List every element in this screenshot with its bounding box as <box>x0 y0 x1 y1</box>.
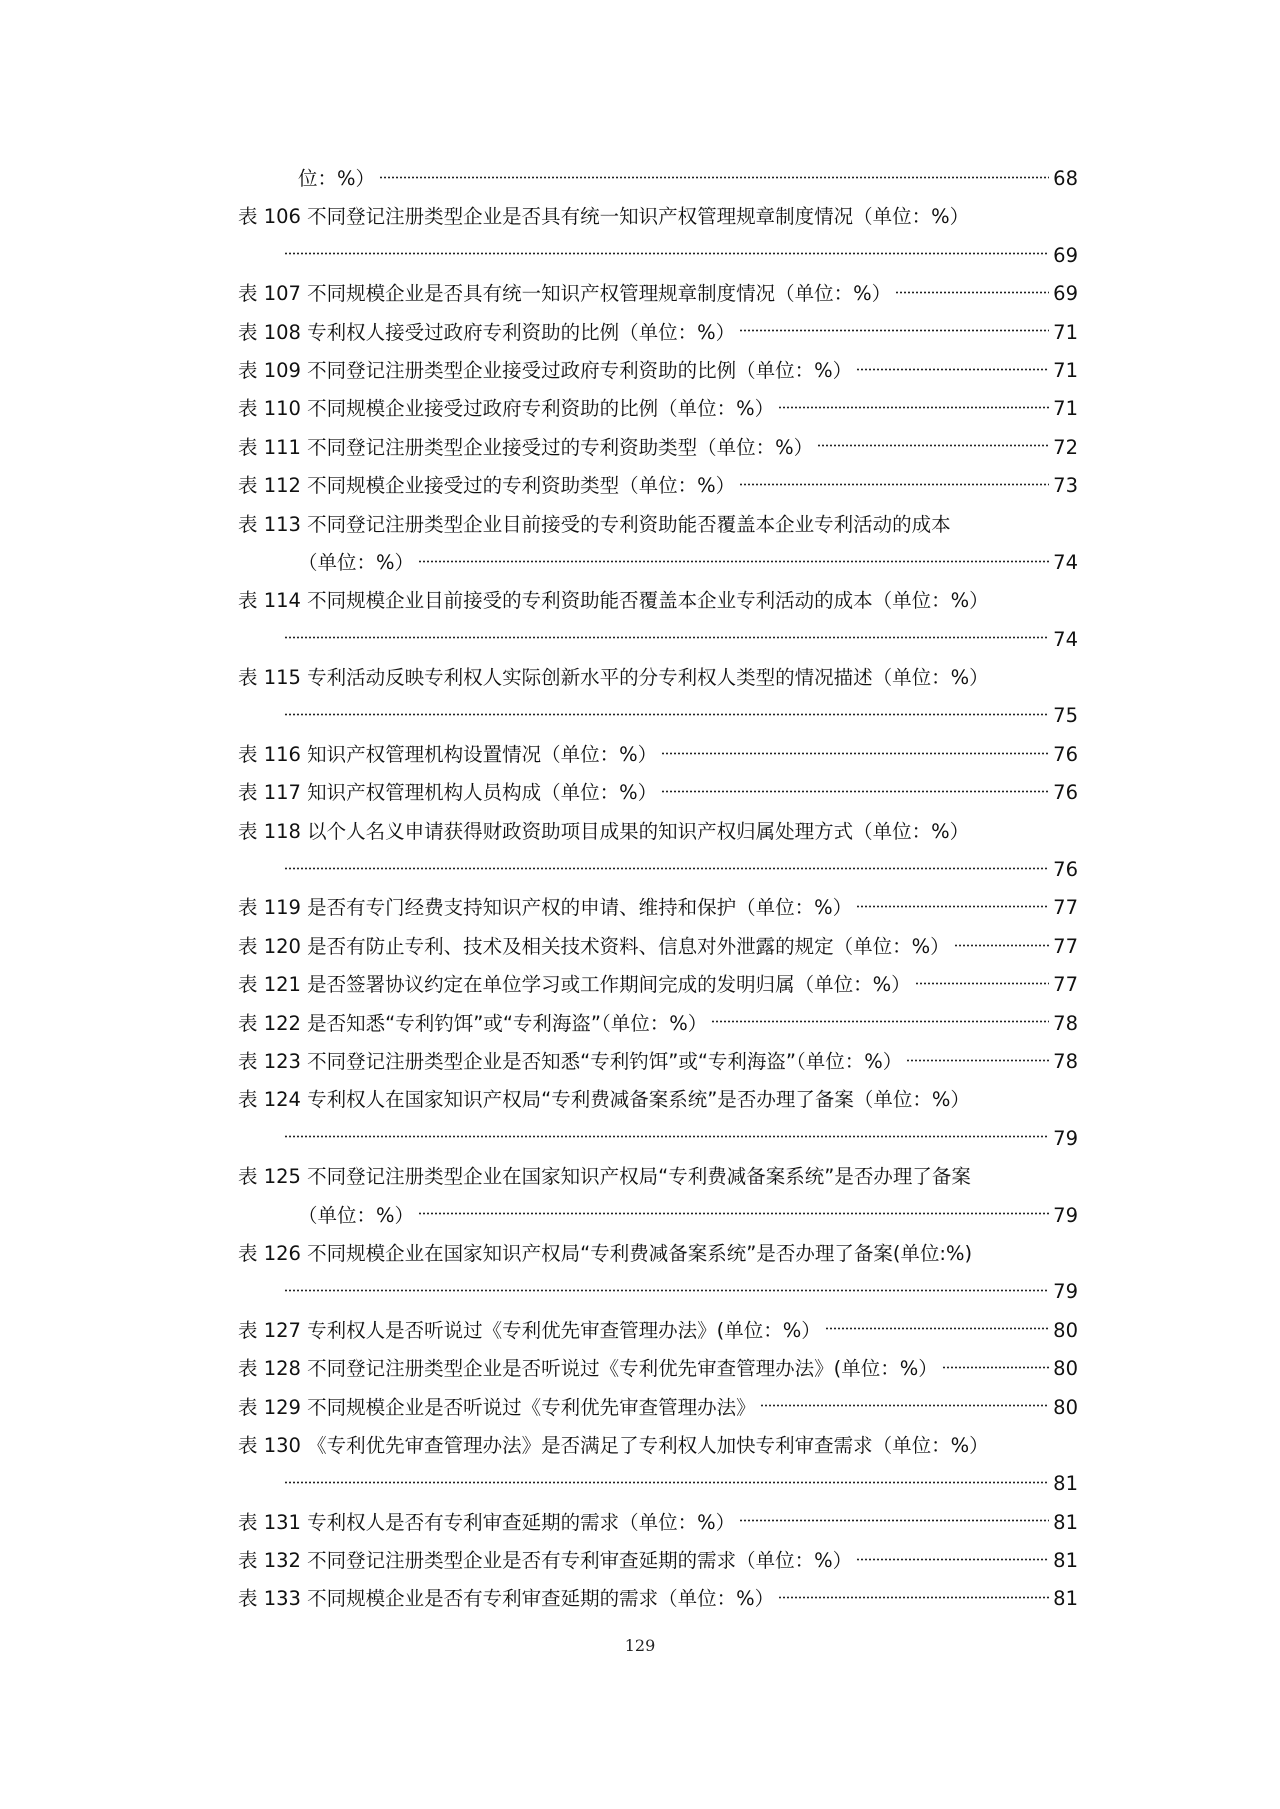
dot-leader <box>418 1212 1049 1215</box>
dot-leader <box>739 329 1049 332</box>
toc-entry-page: 78 <box>1053 1049 1078 1073</box>
toc-entry-title: 表 133 不同规模企业是否有专利审查延期的需求（单位：%） <box>238 1587 775 1611</box>
toc-entry-page: 77 <box>1053 896 1078 920</box>
toc-entry-title: 表 110 不同规模企业接受过政府专利资助的比例（单位：%） <box>238 397 775 421</box>
toc-entry <box>238 736 1078 774</box>
toc-entry <box>238 390 1078 428</box>
dot-leader <box>954 944 1050 947</box>
toc-entry-title: 表 121 是否签署协议约定在单位学习或工作期间完成的发明归属（单位：%） <box>238 973 911 997</box>
toc-entry-title: 表 119 是否有专门经费支持知识产权的申请、维持和保护（单位：%） <box>238 896 853 920</box>
toc-entry <box>238 1043 1078 1081</box>
dot-leader <box>778 406 1049 409</box>
toc-entry-title: 表 129 不同规模企业是否听说过《专利优先审查管理办法》 <box>238 1395 756 1419</box>
toc-entry-title: 表 131 专利权人是否有专利审查延期的需求（单位：%） <box>238 1510 736 1534</box>
toc-entry <box>238 851 1078 889</box>
toc-entry <box>238 275 1078 313</box>
dot-leader <box>379 176 1049 179</box>
toc-entry-title: 表 112 不同规模企业接受过的专利资助类型（单位：%） <box>238 474 736 498</box>
toc-entry <box>238 621 1078 659</box>
toc-entry-page: 71 <box>1053 397 1078 421</box>
toc-entry <box>238 1542 1078 1580</box>
toc-entry-page: 77 <box>1053 934 1078 958</box>
table-of-contents <box>238 160 1078 1619</box>
toc-entry-page: 72 <box>1053 435 1078 459</box>
toc-entry-title: 表 115 专利活动反映专利权人实际创新水平的分专利权人类型的情况描述（单位：%） <box>238 666 989 690</box>
dot-leader <box>711 1020 1049 1023</box>
toc-entry-title: 表 123 不同登记注册类型企业是否知悉“专利钓饵”或“专利海盗”（单位：%） <box>238 1049 903 1073</box>
toc-entry-title: 表 106 不同登记注册类型企业是否具有统一知识产权管理规章制度情况（单位：%） <box>238 205 970 229</box>
toc-entry-page: 68 <box>1053 167 1078 190</box>
dot-leader <box>284 252 1049 255</box>
toc-entry-title: 表 126 不同规模企业在国家知识产权局“专利费减备案系统”是否办理了备案(单位:%) <box>238 1241 973 1265</box>
toc-entry-page: 80 <box>1053 1318 1078 1342</box>
dot-leader <box>284 1481 1049 1484</box>
toc-entry-title: 表 111 不同登记注册类型企业接受过的专利资助类型（单位：%） <box>238 435 814 459</box>
toc-entry-page: 81 <box>1053 1549 1078 1573</box>
toc-entry <box>238 1312 1078 1350</box>
toc-entry-page: 76 <box>1053 781 1078 805</box>
toc-entry-page: 74 <box>1053 627 1078 651</box>
toc-entry <box>238 544 1078 582</box>
toc-entry <box>238 314 1078 352</box>
dot-leader <box>661 790 1049 793</box>
toc-entry <box>238 1273 1078 1311</box>
toc-entry-title: 表 132 不同登记注册类型企业是否有专利审查延期的需求（单位：%） <box>238 1549 853 1573</box>
toc-entry-page: 75 <box>1053 704 1078 728</box>
toc-entry <box>238 429 1078 467</box>
toc-entry-page: 76 <box>1053 858 1078 882</box>
dot-leader <box>418 560 1049 563</box>
toc-entry-page: 73 <box>1053 474 1078 498</box>
toc-entry-title: 表 107 不同规模企业是否具有统一知识产权管理规章制度情况（单位：%） <box>238 282 892 306</box>
dot-leader <box>856 1558 1049 1561</box>
dot-leader <box>760 1404 1050 1407</box>
toc-entry-title: 表 116 知识产权管理机构设置情况（单位：%） <box>238 742 658 766</box>
toc-entry <box>238 889 1078 927</box>
toc-entry-page: 74 <box>1053 550 1078 574</box>
toc-entry <box>238 352 1078 390</box>
dot-leader <box>825 1327 1049 1330</box>
toc-entry <box>238 1120 1078 1158</box>
toc-entry <box>238 1465 1078 1503</box>
dot-leader <box>942 1366 1049 1369</box>
dot-leader <box>915 982 1050 985</box>
dot-leader <box>817 444 1049 447</box>
toc-entry <box>238 697 1078 735</box>
toc-entry <box>238 1350 1078 1388</box>
toc-entry-title: 表 113 不同登记注册类型企业目前接受的专利资助能否覆盖本企业专利活动的成本 <box>238 512 951 536</box>
toc-entry-title: （单位：%） <box>298 550 415 574</box>
toc-entry-title: 位：%） <box>298 167 376 190</box>
toc-entry-title: 表 108 专利权人接受过政府专利资助的比例（单位：%） <box>238 320 736 344</box>
toc-entry-title: （单位：%） <box>298 1203 415 1227</box>
toc-entry <box>238 928 1078 966</box>
toc-entry-page: 77 <box>1053 973 1078 997</box>
toc-entry-title: 表 124 专利权人在国家知识产权局“专利费减备案系统”是否办理了备案（单位：%） <box>238 1088 970 1112</box>
toc-entry-page: 76 <box>1053 742 1078 766</box>
toc-entry <box>238 774 1078 812</box>
toc-entry-title: 表 127 专利权人是否听说过《专利优先审查管理办法》(单位：%） <box>238 1318 821 1342</box>
toc-entry-page: 80 <box>1053 1395 1078 1419</box>
dot-leader <box>284 1135 1049 1138</box>
toc-entry-page: 81 <box>1053 1510 1078 1534</box>
dot-leader <box>661 752 1049 755</box>
toc-entry-title: 表 118 以个人名义申请获得财政资助项目成果的知识产权归属处理方式（单位：%） <box>238 819 970 843</box>
toc-entry <box>238 160 1078 198</box>
toc-entry-page: 79 <box>1053 1280 1078 1304</box>
toc-entry-page: 71 <box>1053 320 1078 344</box>
toc-entry <box>238 1580 1078 1618</box>
toc-entry-title: 表 122 是否知悉“专利钓饵”或“专利海盗”（单位：%） <box>238 1011 708 1035</box>
dot-leader <box>739 1519 1049 1522</box>
toc-entry-title: 表 114 不同规模企业目前接受的专利资助能否覆盖本企业专利活动的成本（单位：%） <box>238 589 989 613</box>
dot-leader <box>856 905 1049 908</box>
dot-leader <box>856 368 1049 371</box>
toc-entry-title: 表 109 不同登记注册类型企业接受过政府专利资助的比例（单位：%） <box>238 358 853 382</box>
toc-entry-title: 表 120 是否有防止专利、技术及相关技术资料、信息对外泄露的规定（单位：%） <box>238 934 950 958</box>
page-number: 129 <box>624 1636 656 1655</box>
toc-entry-page: 81 <box>1053 1587 1078 1611</box>
toc-entry <box>238 237 1078 275</box>
toc-entry-title: 表 130 《专利优先审查管理办法》是否满足了专利权人加快专利审查需求（单位：%） <box>238 1433 989 1457</box>
toc-entry-page: 79 <box>1053 1203 1078 1227</box>
toc-entry-page: 79 <box>1053 1126 1078 1150</box>
dot-leader <box>284 636 1049 639</box>
toc-entry-page: 81 <box>1053 1472 1078 1496</box>
toc-entry-title: 表 128 不同登记注册类型企业是否听说过《专利优先审查管理办法》(单位：%） <box>238 1357 938 1381</box>
toc-entry-page: 78 <box>1053 1011 1078 1035</box>
toc-entry <box>238 1504 1078 1542</box>
dot-leader <box>895 291 1049 294</box>
toc-entry-page: 71 <box>1053 358 1078 382</box>
toc-entry <box>238 1389 1078 1427</box>
dot-leader <box>778 1596 1049 1599</box>
toc-entry-page: 69 <box>1053 243 1078 267</box>
toc-entry-page: 80 <box>1053 1357 1078 1381</box>
toc-entry <box>238 467 1078 505</box>
toc-entry-title: 表 117 知识产权管理机构人员构成（单位：%） <box>238 781 658 805</box>
toc-entry <box>238 1005 1078 1043</box>
toc-entry-title: 表 125 不同登记注册类型企业在国家知识产权局“专利费减备案系统”是否办理了备案 <box>238 1165 971 1189</box>
toc-entry <box>238 1197 1078 1235</box>
toc-entry-page: 69 <box>1053 282 1078 306</box>
dot-leader <box>284 1289 1049 1292</box>
dot-leader <box>284 867 1049 870</box>
toc-entry <box>238 966 1078 1004</box>
dot-leader <box>906 1059 1049 1062</box>
dot-leader <box>739 483 1049 486</box>
dot-leader <box>284 713 1049 716</box>
